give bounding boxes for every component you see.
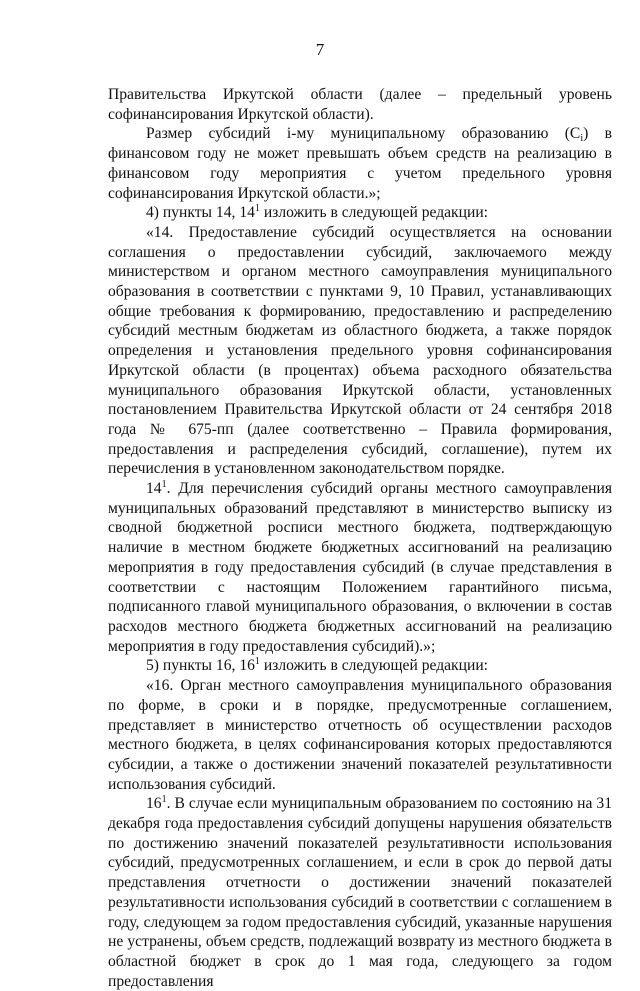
paragraph-text-part: 4) пункты 14, 14 xyxy=(146,204,255,222)
paragraph-text-part: ) в финансовом году не может превышать объем средств на реализацию в финансовом году мероприятия с учетом предельного уровня софинансирования Иркутской области.»; xyxy=(108,125,612,202)
page-number: 7 xyxy=(315,40,325,59)
paragraph-text-part: изложить в следующей редакции: xyxy=(259,204,489,222)
paragraph-text-part: . В случае если муниципальным образованием по состоянию на 31 декабря года предоставления субсидий допущены нарушения обязательств по достижению значений показателей результативности использования субсидий, предусмотренных соглашением, и если в срок до первой даты представления отчетности о достижении значений показателей результативности использования субсидий в соответствии с соглашением в году, следующем за годом предоставления субсидий, указанные нарушения не устранены, объем средств, подлежащий возврату из местного бюджета в областной бюджет в срок до 1 мая года, следующего за годом предоставления xyxy=(108,795,612,990)
paragraph-clause-16: «16. Орган местного самоуправления муниципального образования по форме, в сроки и в порядке, предусмотренные соглашением, представляет в министерство отчетность об осуществлении расходов местного бюджета, в целях софинансирования которых предоставляются субсидии, а также о достижении значений показателей результативности использования субсидий. xyxy=(108,677,612,793)
paragraph-text-part: 16 xyxy=(146,795,162,813)
paragraph-clause-14-1 xyxy=(108,479,612,656)
paragraph-text-part: 5) пункты 16, 16 xyxy=(146,657,255,675)
paragraph-item-5 xyxy=(108,656,612,676)
paragraph-text-part: Размер субсидий i-му муниципальному образованию (С xyxy=(146,125,581,143)
paragraph-subsidy-size xyxy=(108,124,612,203)
superscript-index: 1 xyxy=(254,656,260,668)
superscript-index: 1 xyxy=(161,794,167,806)
paragraph-continuation: Правительства Иркутской области (далее – предельный уровень софинансирования Иркутской области). xyxy=(108,86,612,123)
paragraph-item-4 xyxy=(108,203,612,223)
paragraph-text-part: изложить в следующей редакции: xyxy=(259,657,489,675)
superscript-index: 1 xyxy=(161,479,167,491)
paragraph-clause-16-1 xyxy=(108,794,612,991)
paragraph-text-part: 14 xyxy=(146,480,162,498)
superscript-index: 1 xyxy=(254,203,260,215)
document-body xyxy=(108,85,612,991)
subscript-index: i xyxy=(580,133,584,145)
paragraph-text-part: . Для перечисления субсидий органы местного самоуправления муниципальных образований представляют в министерство выписку из сводной бюджетной росписи местного бюджета, подтверждающую наличие в местном бюджете бюджетных ассигнований на реализацию мероприятия в году предоставления субсидий (в случае представления в соответствии с настоящим Положением гарантийного письма, подписанного главой муниципального образования, о включении в состав расходов местного бюджета бюджетных ассигнований на реализацию мероприятия в году предоставления субсидий).»; xyxy=(108,480,612,655)
paragraph-clause-14: «14. Предоставление субсидий осуществляется на основании соглашения о предоставлении субсидий, заключаемого между министерством и органом местного самоуправления муниципального образования в соответствии с пунктами 9, 10 Правил, устанавливающих общие требования к формированию, предоставлению и распределению субсидий местным бюджетам из областного бюджета, а также порядок определения и установления предельного уровня софинансирования Иркутской области (в процентах) объема расходного обязательства муниципального образования Иркутской области, установленных постановлением Правительства Иркутской области от 24 сентября 2018 года № 675-пп (далее соответственно – Правила формирования, предоставления и распределения субсидий, соглашение), путем их перечисления в установленном законодательством порядке. xyxy=(108,223,612,478)
